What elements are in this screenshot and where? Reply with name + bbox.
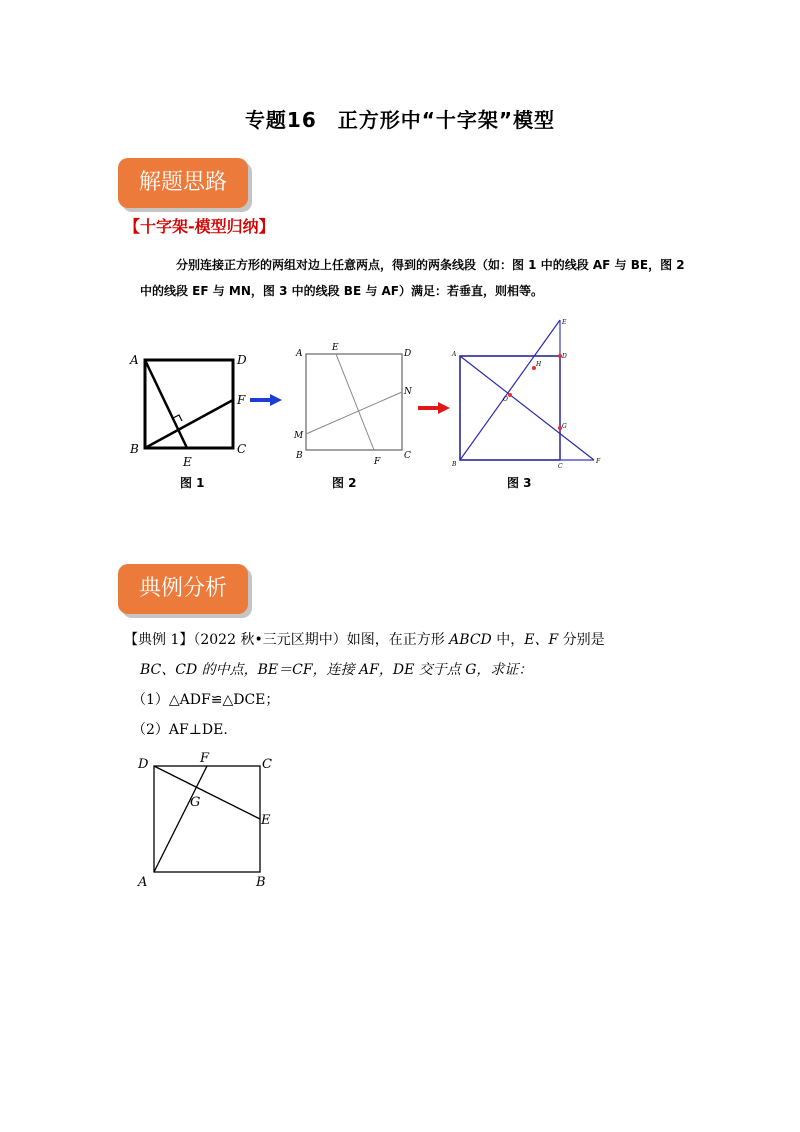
example-1-line-2: BC、CD 的中点，BE＝CF，连接 AF，DE 交于点 G，求证： xyxy=(140,662,533,678)
fig2-label-n: N xyxy=(404,387,412,397)
example-label-g: G xyxy=(190,795,201,810)
fig3-segment-be xyxy=(460,320,560,460)
figure-1 xyxy=(125,350,260,470)
example-tag: 【典例 1】 xyxy=(124,632,194,648)
fig3-caption: 图 3 xyxy=(507,476,532,490)
fig1-segment-be xyxy=(145,360,187,448)
fig3-point-o xyxy=(508,393,512,397)
example-diagram xyxy=(136,748,286,888)
example-stem-b: 中， xyxy=(491,632,525,648)
fig2-label-c: C xyxy=(404,451,411,461)
fig3-label-e: E xyxy=(562,319,567,326)
fig2-label-f: F xyxy=(374,457,381,467)
fig1-label-a: A xyxy=(130,353,139,367)
model-subheading: 【十字架-模型归纳】 xyxy=(124,217,275,236)
example-label-e: E xyxy=(261,813,271,828)
example-label-f: F xyxy=(200,751,210,766)
section-badge-thinking: 解题思路 xyxy=(118,158,248,208)
example-1-line-1 xyxy=(124,626,704,654)
fig3-segment-af xyxy=(460,356,594,460)
arrow-icon xyxy=(416,400,452,416)
fig1-label-c: C xyxy=(237,442,247,456)
example-stem-c: 分别是 xyxy=(558,632,605,648)
fig2-label-a: A xyxy=(296,349,303,359)
fig3-label-o: O xyxy=(503,396,508,403)
page-title: 专题16 正方形中“十字架”模型 xyxy=(244,108,556,132)
example-1-question-2: （2）AF⊥DE. xyxy=(132,722,228,738)
example-label-b: B xyxy=(256,875,266,888)
section-badge-examples: 典例分析 xyxy=(118,564,248,614)
fig2-segment-ef xyxy=(336,354,374,450)
fig1-segment-af xyxy=(145,400,233,448)
arrow-icon xyxy=(248,392,284,408)
fig1-caption: 图 1 xyxy=(180,476,205,490)
fig2-label-d: D xyxy=(404,349,412,359)
fig3-label-b: B xyxy=(452,461,457,468)
fig3-label-a: A xyxy=(452,351,457,358)
fig1-label-f: F xyxy=(237,393,246,407)
fig1-label-e: E xyxy=(183,455,192,469)
fig3-label-c: C xyxy=(558,463,563,470)
fig2-caption: 图 2 xyxy=(332,476,357,490)
fig1-label-d: D xyxy=(237,353,247,367)
fig3-label-h: H xyxy=(536,361,542,368)
example-label-c: C xyxy=(262,757,272,772)
example-points-ef: E、F xyxy=(524,632,559,648)
fig2-label-e: E xyxy=(332,343,339,353)
example-label-a: A xyxy=(138,875,148,888)
example-square xyxy=(154,766,260,872)
example-segment-de xyxy=(154,766,260,819)
figure-3 xyxy=(450,316,610,470)
fig3-label-f: F xyxy=(596,458,601,465)
fig1-label-b: B xyxy=(130,442,139,456)
fig2-square xyxy=(306,354,402,450)
fig1-square xyxy=(145,360,233,448)
example-label-d: D xyxy=(138,757,149,772)
figure-2 xyxy=(290,340,420,470)
example-segment-af xyxy=(154,766,207,872)
intro-paragraph: 分别连接正方形的两组对边上任意两点，得到的两条线段（如：图 1 中的线段 AF 与 BE，图 2 中的线段 EF 与 MN，图 3 中的线段 BE 与 AF）满足：若垂直，则相等。 xyxy=(140,258,685,298)
fig3-label-d: D xyxy=(562,353,567,360)
example-1-question-1: （1）△ADF≌△DCE； xyxy=(132,692,280,708)
fig2-label-b: B xyxy=(296,451,303,461)
example-square-name: ABCD xyxy=(449,632,492,648)
example-source: （2022 秋•三元区期中） xyxy=(193,632,347,648)
fig2-label-m: M xyxy=(294,431,304,441)
fig3-label-g: G xyxy=(562,423,567,430)
fig3-square xyxy=(460,356,560,460)
example-stem-a: 如图，在正方形 xyxy=(346,632,450,648)
